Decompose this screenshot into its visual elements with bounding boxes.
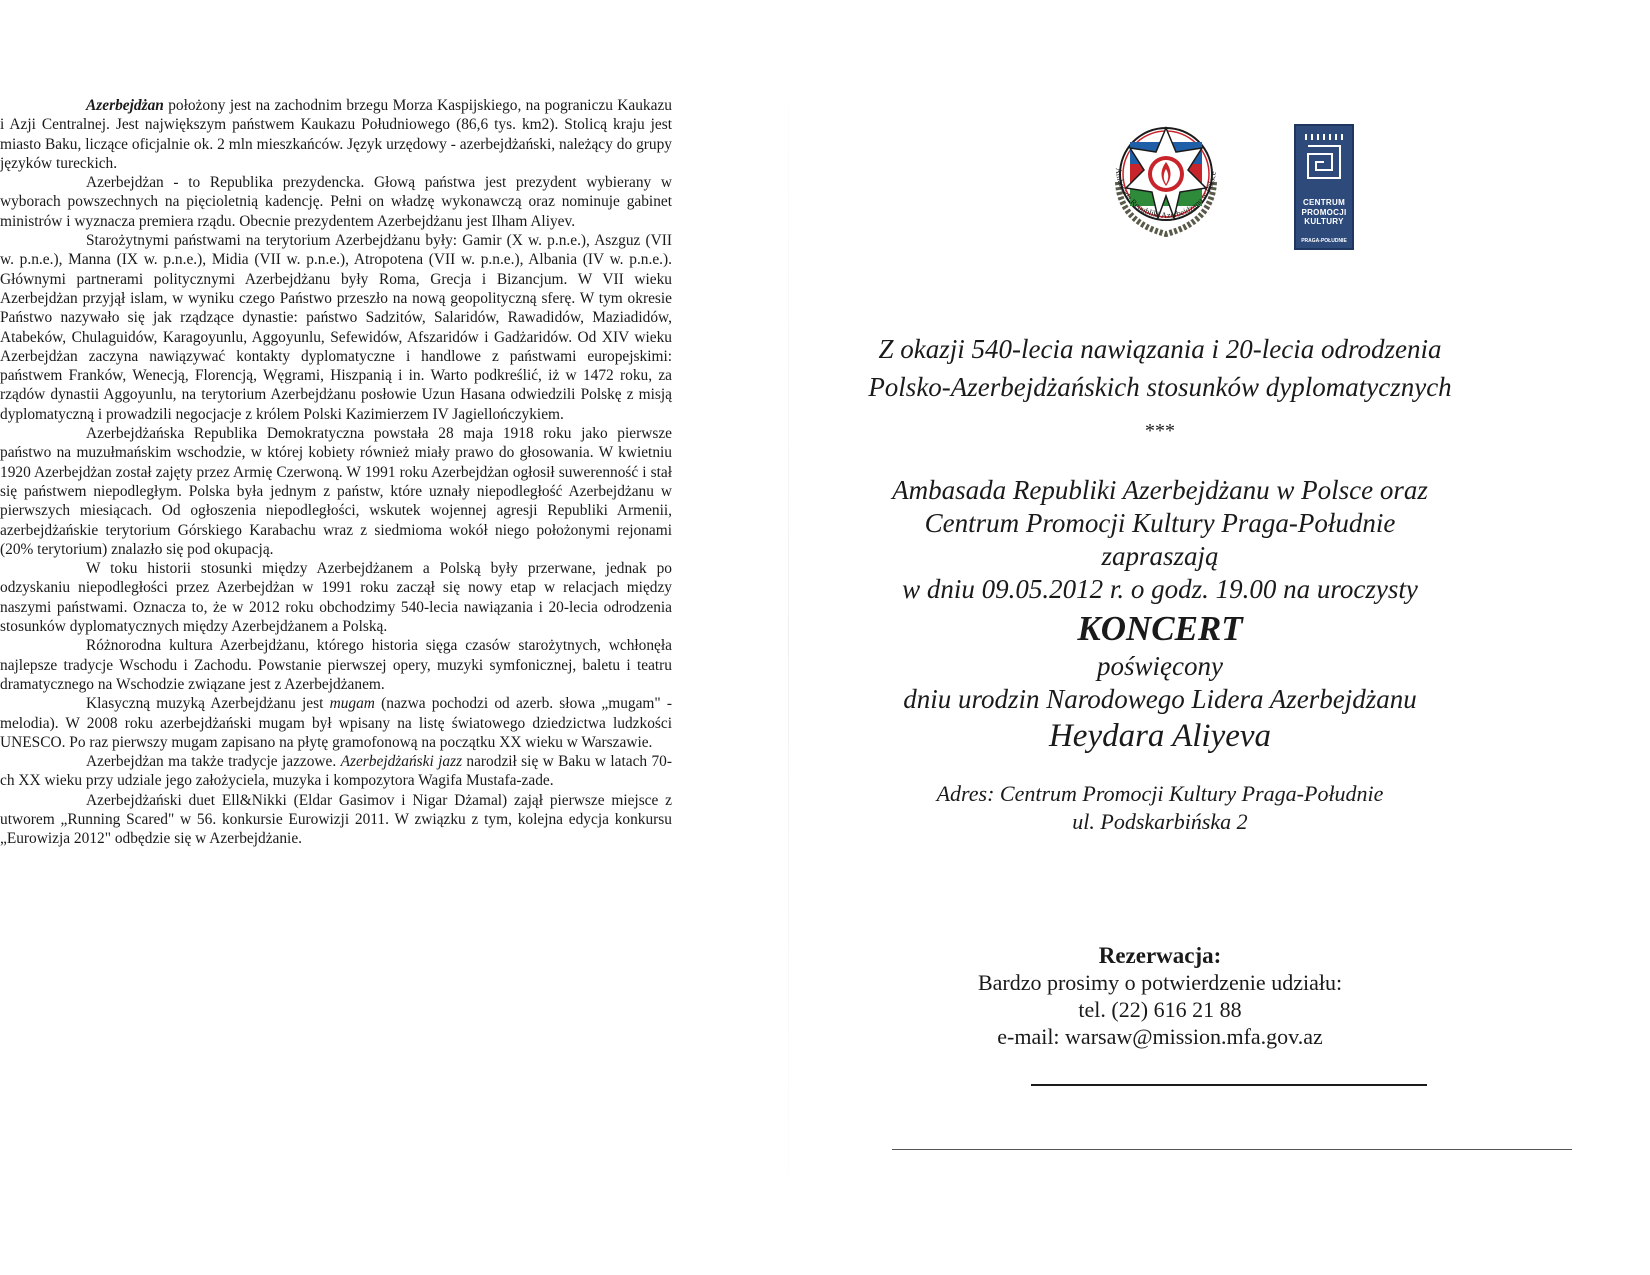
jazz-term: Azerbejdżański jazz xyxy=(340,753,463,771)
host-line: w dniu 09.05.2012 r. o godz. 19.00 na uroczysty xyxy=(902,574,1418,604)
reservation-phone: tel. (22) 616 21 88 xyxy=(1078,997,1242,1022)
host-line: Ambasada Republiki Azerbejdżanu w Polsce oraz xyxy=(892,475,1428,505)
mugam-term: mugam xyxy=(329,695,375,713)
paragraph-relations: W toku historii stosunki między Azerbejdżanem a Polską były przerwane, jednak po odzyskaniu niepodległości przez Azerbejdżan w 1991 roku zaczął się nowy etap w relacjach między naszymi państwami. Oznacza to, że w 2012 roku obchodzimy 540-lecia nawiązania i 20-lecia odrodzenia stosunków dyplomatycznych między Azerbejdżanem a Polską. xyxy=(0,560,672,636)
paragraph-text: narodził się w Baku w latach 70-ch XX wieku przy udziale jego założyciela, muzyka i kompozytora Wagifa Mustafa-zade. xyxy=(0,753,672,790)
paragraph-text: Klasyczną muzyką Azerbejdżanu jest xyxy=(86,695,330,713)
paragraph-government: Azerbejdżan - to Republika prezydencka. Głową państwa jest prezydent wybierany w wyborach powszechnych na pięcioletnią kadencję. Pełni on władzę wykonawczą oraz nominuje gabinet ministrów i wyznacza premiera rządu. Obecnie prezydentem Azerbejdżanu jest Ilham Aliyev. xyxy=(0,174,672,230)
left-page-text xyxy=(0,96,672,849)
cpk-logo-text xyxy=(1298,198,1350,227)
dedication-line: dniu urodzin Narodowego Lidera Azerbejdżanu xyxy=(903,684,1417,714)
reservation-email[interactable]: e-mail: warsaw@mission.mfa.gov.az xyxy=(997,1024,1323,1049)
paragraph-text: położony jest na zachodnim brzegu Morza Kaspijskiego, na pograniczu Kaukazu i Azji Centralnej. Jest największym państwem Kaukazu Południowego (86,6 tys. km2). Stolicą kraju jest miasto Baku, liczące oficjalnie ok. 2 mln mieszkańców. Język urzędowy - azerbejdżański, należący do grupy języków tureckich. xyxy=(0,97,672,172)
title-line: Z okazji 540-lecia nawiązania i 20-lecia odrodzenia xyxy=(878,334,1442,364)
bottom-divider xyxy=(892,1149,1572,1150)
embassy-emblem-icon xyxy=(1080,112,1250,262)
page-fold xyxy=(788,0,789,1275)
paragraph-mugam xyxy=(0,694,672,752)
title-line: Polsko-Azerbejdżańskich stosunków dyplomatycznych xyxy=(868,372,1452,402)
logos xyxy=(1080,112,1380,262)
paragraph-geography xyxy=(0,96,672,173)
paragraph-history: Starożytnymi państwami na terytorium Azerbejdżanu były: Gamir (X w. p.n.e.), Aszguz (VII w. p.n.e.), Manna (IX w. p.n.e.), Midia (VII w. p.n.e.), Atropotena (VII w. p.n.e.), Albania (IV w. p.n.e.). Głównymi partnerami politycznymi Azerbejdżanu były Roma, Grecja i Bizancjum. W VII wieku Azerbejdżan przyjął islam, w wyniku czego Państwo przeszło na nową geopolityczną sferę. W tym okresie Państwo nazywało się jak rządzące dynastie: państwo Sadzitów, Salaridów, Rawadidów, Maziadidów, Atabeków, Chulaguidów, Karagoyunlu, Aggoyunlu, Sefewidów, Afszaridów i Gadżaridów. Od XIV wieku Azerbejdżan zaczyna nawiązywać kontakty dyplomatyczne i handlowe z państwami europejskimi: państwem Franków, Wenecją, Florencją, Węgrami, Hiszpanią i in. Warto podkreślić, iż w 1472 roku, za rządów dynastii Aggoyunlu, na terytorium Azerbejdżanu posłowie Uzun Hasana odwiedzili Polskę z misją dyplomatyczną i prowadzili negocjacje z królem Polski Kazimierzem IV Jagiellończykiem. xyxy=(0,232,672,423)
address-line: Adres: Centrum Promocji Kultury Praga-Południe xyxy=(936,781,1384,806)
cpk-subline: PRAGA-POŁUDNIE xyxy=(1301,238,1347,244)
separator-stars: *** xyxy=(1145,420,1175,442)
cpk-line: CENTRUM xyxy=(1302,198,1346,207)
dedication-line: poświęcony xyxy=(1097,651,1223,681)
reservation xyxy=(860,942,1460,1050)
koncert-heading: KONCERT xyxy=(1077,609,1243,648)
cpk-line: PROMOCJI xyxy=(1301,207,1347,217)
paragraph-eurovision: Azerbejdżański duet Ell&Nikki (Eldar Gasimov i Nigar Dżamal) zajął pierwsze miejsce z utworem „Running Scared" w 56. konkursie Eurowizji 2011. W związku z tym, kolejna edycja konkursu „Eurowizja 2012" odbędzie się w Azerbejdżanie. xyxy=(0,791,672,848)
cpk-mark-icon xyxy=(1300,132,1348,184)
invitation-title xyxy=(860,330,1460,406)
paragraph-culture: Różnorodna kultura Azerbejdżanu, którego historia sięga czasów starożytnych, wchłonęła najlepsze tradycje Wschodu i Zachodu. Powstanie pierwszej opery, muzyki symfonicznej, baletu i teatru dramatycznego na Wschodzie związane jest z Azerbejdżanem. xyxy=(0,637,672,693)
invitation xyxy=(860,330,1460,836)
address xyxy=(860,780,1460,836)
reservation-line: Bardzo prosimy o potwierdzenie udziału: xyxy=(977,970,1343,995)
cpk-logo xyxy=(1294,124,1354,250)
reservation-divider xyxy=(1031,1084,1427,1086)
paragraph-text: (nazwa pochodzi od azerb. słowa „mugam" - melodia). W 2008 roku azerbejdżański mugam był wpisany na listę światowego dziedzictwa ludzkości UNESCO. Po raz pierwszy mugam zapisano na płytę gramofonową na początku XX wieku w Warszawie. xyxy=(0,695,673,751)
paragraph-text: Azerbejdżan ma także tradycje jazzowe. xyxy=(86,753,341,771)
lead-word: Azerbejdżan xyxy=(86,97,164,114)
paragraph-jazz xyxy=(0,752,672,791)
embassy-ring-text: Ambasada Republiki Azerbejdżanu w Polsce xyxy=(1113,167,1218,221)
host-line: Centrum Promocji Kultury Praga-Południe xyxy=(924,508,1396,538)
dedication xyxy=(860,650,1460,716)
cpk-line: KULTURY xyxy=(1304,217,1344,226)
host-line: zapraszają xyxy=(1101,541,1219,571)
honoree-name: Heydara Aliyeva xyxy=(1048,718,1272,754)
invitation-host xyxy=(860,474,1460,606)
reservation-heading: Rezerwacja: xyxy=(1098,943,1222,968)
paragraph-republic: Azerbejdżańska Republika Demokratyczna powstała 28 maja 1918 roku jako pierwsze państwo na muzułmańskim wschodzie, w której kobiety również miały prawo do głosowania. W kwietniu 1920 Azerbejdżan został zajęty przez Armię Czerwoną. W 1991 roku Azerbejdżan ogłosił suwerenność i stał się państwem niepodległym. Polska była jednym z państw, które uznały niepodległość Azerbejdżanu w pierwszych miesiącach. Od ogłoszenia niepodległości, wskutek wojennej agresji Republiki Armenii, azerbejdżańskie terytorium Górskiego Karabachu wraz z siedmioma wokół niego położonymi rejonami (20% terytorium) znalazło się pod okupacją. xyxy=(0,425,672,558)
address-line: ul. Podskarbińska 2 xyxy=(1072,809,1248,834)
